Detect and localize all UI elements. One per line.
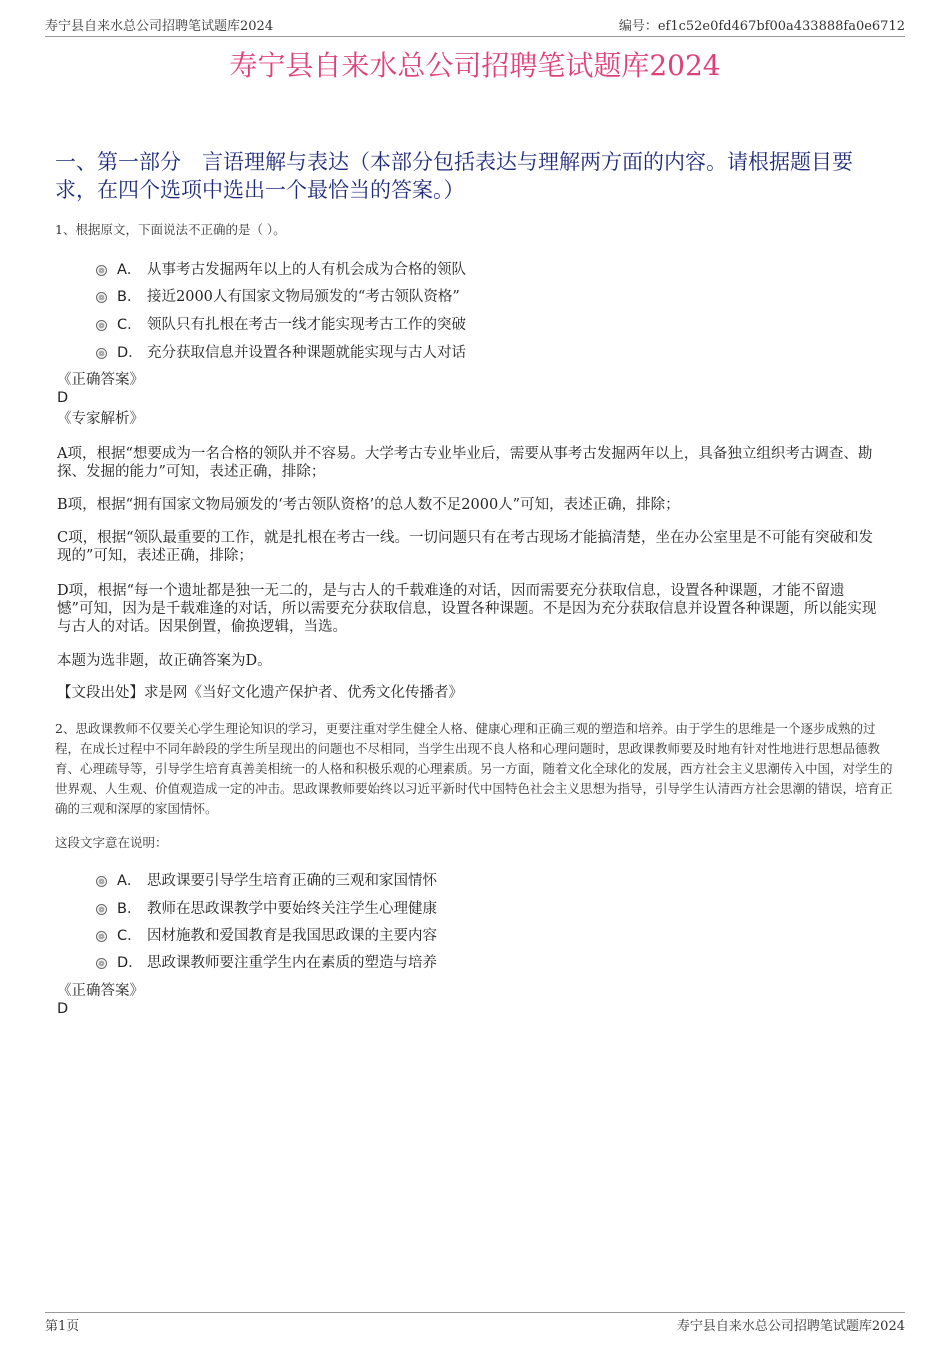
q1-analysis-c: C项，根据“领队最重要的工作，就是扎根在考古一线。一切问题只有在考古现场才能搞清楚，坐在办公室里是不可能有突破和发现的”可知，表述正确，排除； [57, 530, 874, 564]
radio-icon[interactable] [96, 292, 107, 303]
q2-option-a[interactable]: A． 思政课要引导学生培育正确的三观和家国情怀 [96, 869, 437, 890]
q2-answer-label: 《正确答案》 [57, 983, 144, 999]
document-title: 寿宁县自来水总公司招聘笔试题库2024 [229, 49, 721, 82]
radio-icon[interactable] [96, 265, 107, 276]
radio-icon[interactable] [96, 931, 107, 942]
q1-option-a[interactable]: A． 从事考古发掘两年以上的人有机会成为合格的领队 [96, 258, 466, 279]
q1-analysis-label: 《专家解析》 [57, 411, 144, 427]
q1-option-d[interactable]: D． 充分获取信息并设置各种课题就能实现与古人对话 [96, 341, 466, 362]
page-header [45, 14, 905, 37]
q1-source: 【文段出处】求是网《当好文化遗产保护者、优秀文化传播者》 [57, 685, 463, 701]
section-heading: 一、第一部分 言语理解与表达（本部分包括表达与理解两方面的内容。请根据题目要求，在四个选项中选出一个最恰当的答案。） [55, 150, 853, 202]
q2-option-d[interactable]: D． 思政课教师要注重学生内在素质的塑造与培养 [96, 951, 437, 972]
page-footer [45, 1312, 905, 1334]
radio-icon[interactable] [96, 958, 107, 969]
q1-analysis-b: B项，根据“拥有国家文物局颁发的‘考古领队资格’的总人数不足2000人”可知，表述正确，排除； [57, 497, 680, 513]
radio-icon[interactable] [96, 904, 107, 915]
q2-option-b[interactable]: B． 教师在思政课教学中要始终关注学生心理健康 [96, 897, 437, 918]
q2-answer: D [57, 1001, 69, 1017]
q1-answer: D [57, 390, 69, 406]
question-1-stem: 1、根据原文，下面说法不正确的是（ ）。 [55, 222, 286, 237]
footer-page-number: 第1页 [45, 1319, 80, 1334]
question-2-prompt: 这段文字意在说明： [55, 835, 168, 850]
radio-icon[interactable] [96, 876, 107, 887]
q1-conclusion: 本题为选非题，故正确答案为D。 [57, 653, 272, 669]
footer-title: 寿宁县自来水总公司招聘笔试题库2024 [676, 1319, 905, 1334]
header-left: 寿宁县自来水总公司招聘笔试题库2024 [45, 19, 274, 34]
radio-icon[interactable] [96, 320, 107, 331]
q1-answer-label: 《正确答案》 [57, 372, 144, 388]
question-2-stem: 2、思政课教师不仅要关心学生理论知识的学习，更要注重对学生健全人格、健康心理和正确三观的塑造和培养。由于学生的思维是一个逐步成熟的过程，在成长过程中不同年龄段的学生所呈现出的问题也不尽相同，当学生出现不良人格和心理问题时，思政课教师要及时地有针对性地进行思想品德教育、心理疏导等，引导学生培育真善美相统一的人格和积极乐观的心理素质。另一方面，随着文化全球化的发展，西方社会主义思潮传入中国，对学生的世界观、人生观、价值观造成一定的冲击。思政课教师要始终以习近平新时代中国特色社会主义思想为指导，引导学生认清西方社会思潮的错误，培育正确的三观和深厚的家国情怀。 [55, 721, 893, 816]
q1-option-c[interactable]: C． 领队只有扎根在考古一线才能实现考古工作的突破 [96, 313, 466, 334]
radio-icon[interactable] [96, 348, 107, 359]
q2-option-c[interactable]: C． 因材施教和爱国教育是我国思政课的主要内容 [96, 924, 437, 945]
q1-analysis-d: D项，根据“每一个遗址都是独一无二的，是与古人的千载难逢的对话，因而需要充分获取信息，设置各种课题，才能不留遗憾”可知，因为是千载难逢的对话，所以需要充分获取信息，设置各种课题。不是因为充分获取信息并设置各种课题，所以能实现与古人的对话。因果倒置，偷换逻辑，当选。 [57, 583, 877, 635]
q1-analysis-a: A项，根据“想要成为一名合格的领队并不容易。大学考古专业毕业后，需要从事考古发掘两年以上，具备独立组织考古调查、勘探、发掘的能力”可知，表述正确，排除； [57, 446, 873, 480]
q1-option-b[interactable]: B． 接近2000人有国家文物局颁发的“考古领队资格” [96, 285, 460, 306]
header-doc-id: 编号：ef1c52e0fd467bf00a433888fa0e6712 [618, 19, 905, 34]
